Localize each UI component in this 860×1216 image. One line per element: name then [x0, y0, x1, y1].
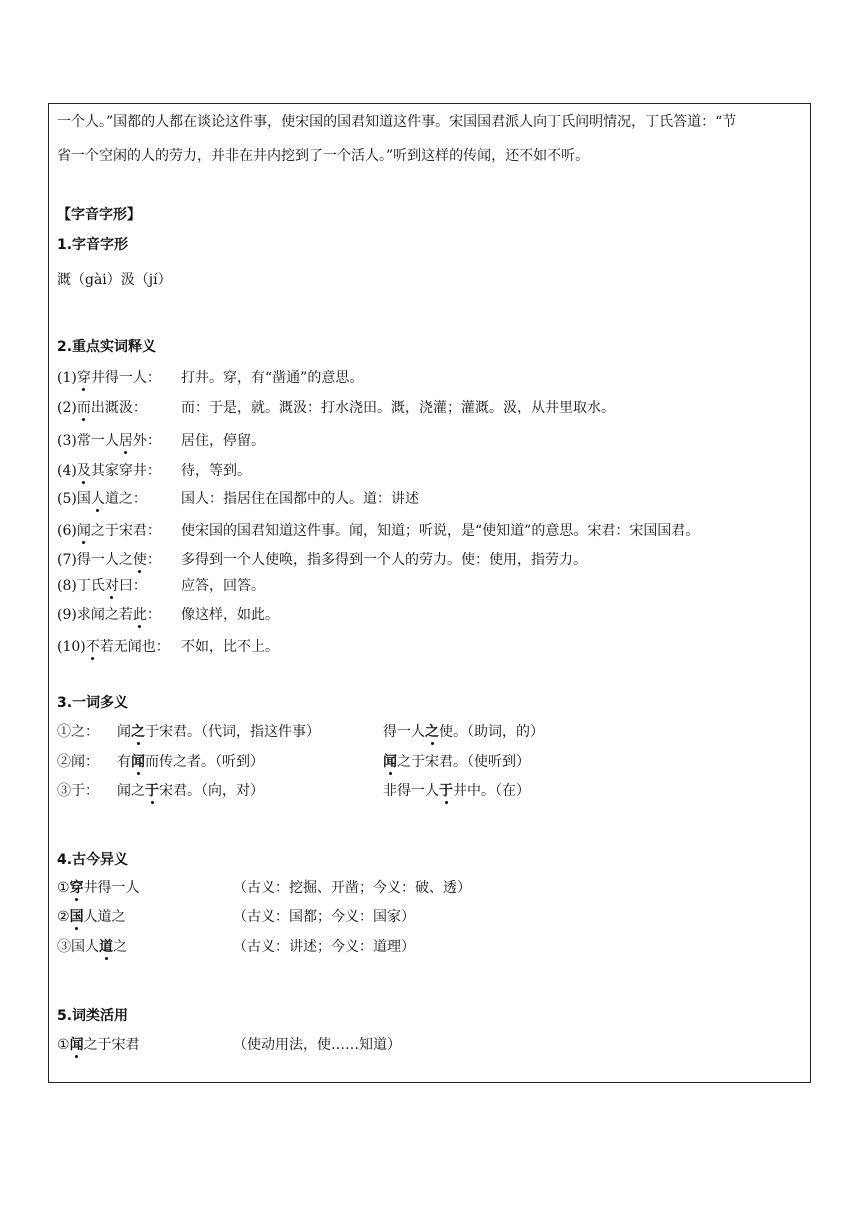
term-emphasis: 居 [118, 433, 133, 449]
item-mark: ① [57, 1037, 70, 1053]
definition-10: 不如，比不上。 [181, 639, 279, 655]
definition-5: 国人：指居住在国都中的人。道：讲述 [181, 491, 419, 507]
term-text: ： [146, 607, 161, 623]
example-emphasis: 闻 [131, 754, 145, 770]
example-text: 非得一人 [383, 783, 439, 799]
term-emphasis: 而 [76, 400, 91, 416]
term-9 [57, 605, 161, 625]
term-emphasis: 使 [132, 552, 147, 568]
term-emphasis: 及 [76, 463, 91, 479]
example-text: 得一人 [383, 724, 425, 740]
polysemy-example-b [383, 781, 530, 801]
term-text: ： [146, 552, 161, 568]
term-3 [57, 431, 161, 451]
polysemy-word: ②闻： [57, 754, 99, 770]
s5-heading: 5.词类活用 [57, 1008, 129, 1024]
term-text: 国 [76, 491, 91, 507]
term-number: (10) [57, 639, 86, 655]
content-frame [48, 103, 811, 1083]
term-emphasis: 对 [104, 578, 119, 594]
phrase [57, 907, 126, 927]
example-emphasis: 之 [425, 724, 439, 740]
term-5 [57, 489, 147, 509]
example-text: 使。（助词，的） [439, 724, 544, 740]
example-emphasis: 于 [439, 783, 453, 799]
phrase-emphasis: 道 [99, 939, 113, 955]
item-mark: ① [57, 880, 70, 896]
term-emphasis: 穿 [76, 370, 91, 386]
term-1 [57, 368, 161, 388]
term-number: (5) [57, 491, 77, 507]
phrase [57, 878, 140, 898]
term-number: (4) [57, 463, 77, 479]
example-text: 有 [117, 754, 131, 770]
term-8 [57, 576, 147, 596]
section-title: 【字音字形】 [57, 207, 141, 223]
term-emphasis: 不 [85, 639, 100, 655]
term-number: (6) [57, 523, 77, 539]
s4-heading: 4.古今异义 [57, 852, 129, 868]
polysemy-example-b [383, 752, 530, 772]
intro-line-2: 省一个空闲的人的劳力，并非在井内挖到了一个活人。”听到这样的传闻，还不如不听。 [57, 148, 590, 164]
term-emphasis: 人 [90, 491, 105, 507]
term-number: (9) [57, 607, 77, 623]
term-emphasis: 闻 [76, 523, 91, 539]
definition-9: 像这样，如此。 [181, 607, 279, 623]
term-number: (3) [57, 433, 77, 449]
term-text: 曰： [118, 578, 147, 594]
definition-7: 多得到一个人使唤，指多得到一个人的劳力。使：使用，指劳力。 [181, 552, 587, 568]
phrase-emphasis: 闻 [69, 1037, 84, 1053]
term-emphasis: 此 [132, 607, 147, 623]
phrase-text: 人道之 [83, 909, 126, 925]
term-text: 道之： [104, 491, 147, 507]
example-text: 闻 [117, 724, 131, 740]
phrase-note: （古义：国都；今义：国家） [233, 909, 415, 925]
term-7 [57, 550, 161, 570]
polysemy-example-a [117, 781, 264, 801]
term-4 [57, 461, 161, 481]
phrase-emphasis: 国 [69, 909, 84, 925]
term-text: 其家穿井： [90, 463, 161, 479]
example-emphasis: 闻 [383, 754, 397, 770]
term-text: 丁氏 [76, 578, 105, 594]
term-2 [57, 398, 147, 418]
s1-text: 溉（gài）汲（jí） [57, 272, 172, 288]
definition-3: 居住，停留。 [181, 433, 265, 449]
phrase-text: 之 [113, 939, 127, 955]
phrase-note: （使动用法，使……知道） [233, 1037, 401, 1053]
polysemy-example-b [383, 722, 544, 742]
term-10 [57, 637, 170, 657]
term-text: 求闻之若 [76, 607, 133, 623]
s3-heading: 3.一词多义 [57, 695, 129, 711]
term-text: 得一人之 [76, 552, 133, 568]
example-text: 井中。（在） [453, 783, 530, 799]
term-number: (7) [57, 552, 77, 568]
term-text: 外： [132, 433, 161, 449]
phrase [57, 1035, 140, 1055]
phrase-text: 国人 [71, 939, 99, 955]
example-emphasis: 之 [131, 724, 145, 740]
term-text: 之于宋君： [90, 523, 161, 539]
term-6 [57, 521, 161, 541]
definition-6: 使宋国的国君知道这件事。闻，知道；听说，是“使知道”的意思。宋君：宋国国君。 [181, 523, 700, 539]
definition-4: 待，等到。 [181, 463, 251, 479]
example-text: 宋君。（向，对） [159, 783, 264, 799]
polysemy-word: ①之： [57, 724, 99, 740]
example-emphasis: 于 [145, 783, 159, 799]
definition-1: 打井。穿，有“凿通”的意思。 [181, 370, 364, 386]
example-text: 于宋君。（代词，指这件事） [145, 724, 320, 740]
example-text: 而传之者。（听到） [145, 754, 264, 770]
definition-8: 应答，回答。 [181, 578, 265, 594]
phrase-text: 井得一人 [83, 880, 140, 896]
polysemy-example-a [117, 722, 320, 742]
phrase-note: （古义：挖掘、开凿；今义：破、透） [233, 880, 471, 896]
term-number: (2) [57, 400, 77, 416]
example-text: 闻之 [117, 783, 145, 799]
item-mark: ② [57, 909, 70, 925]
s2-heading: 2.重点实词释义 [57, 339, 157, 355]
phrase-text: 之于宋君 [83, 1037, 140, 1053]
polysemy-word: ③于： [57, 783, 99, 799]
term-text: 常一人 [76, 433, 119, 449]
intro-line-1: 一个人。”国都的人都在谈论这件事，使宋国的国君知道这件事。宋国国君派人向丁氏问明情况，丁氏答道：“节 [57, 114, 737, 130]
term-text: 若无闻也： [99, 639, 170, 655]
phrase-emphasis: 穿 [69, 880, 84, 896]
polysemy-example-a [117, 752, 264, 772]
phrase-note: （古义：讲述；今义：道理） [233, 939, 415, 955]
phrase [57, 937, 127, 957]
term-text: 井得一人： [90, 370, 161, 386]
term-text: 出溉汲： [90, 400, 147, 416]
term-number: (1) [57, 370, 77, 386]
term-number: (8) [57, 578, 77, 594]
definition-2: 而：于是，就。溉汲：打水浇田。溉，浇灌；灌溉。汲，从井里取水。 [181, 400, 615, 416]
s1-heading: 1.字音字形 [57, 237, 129, 253]
example-text: 之于宋君。（使听到） [397, 754, 530, 770]
item-mark: ③ [57, 939, 71, 955]
